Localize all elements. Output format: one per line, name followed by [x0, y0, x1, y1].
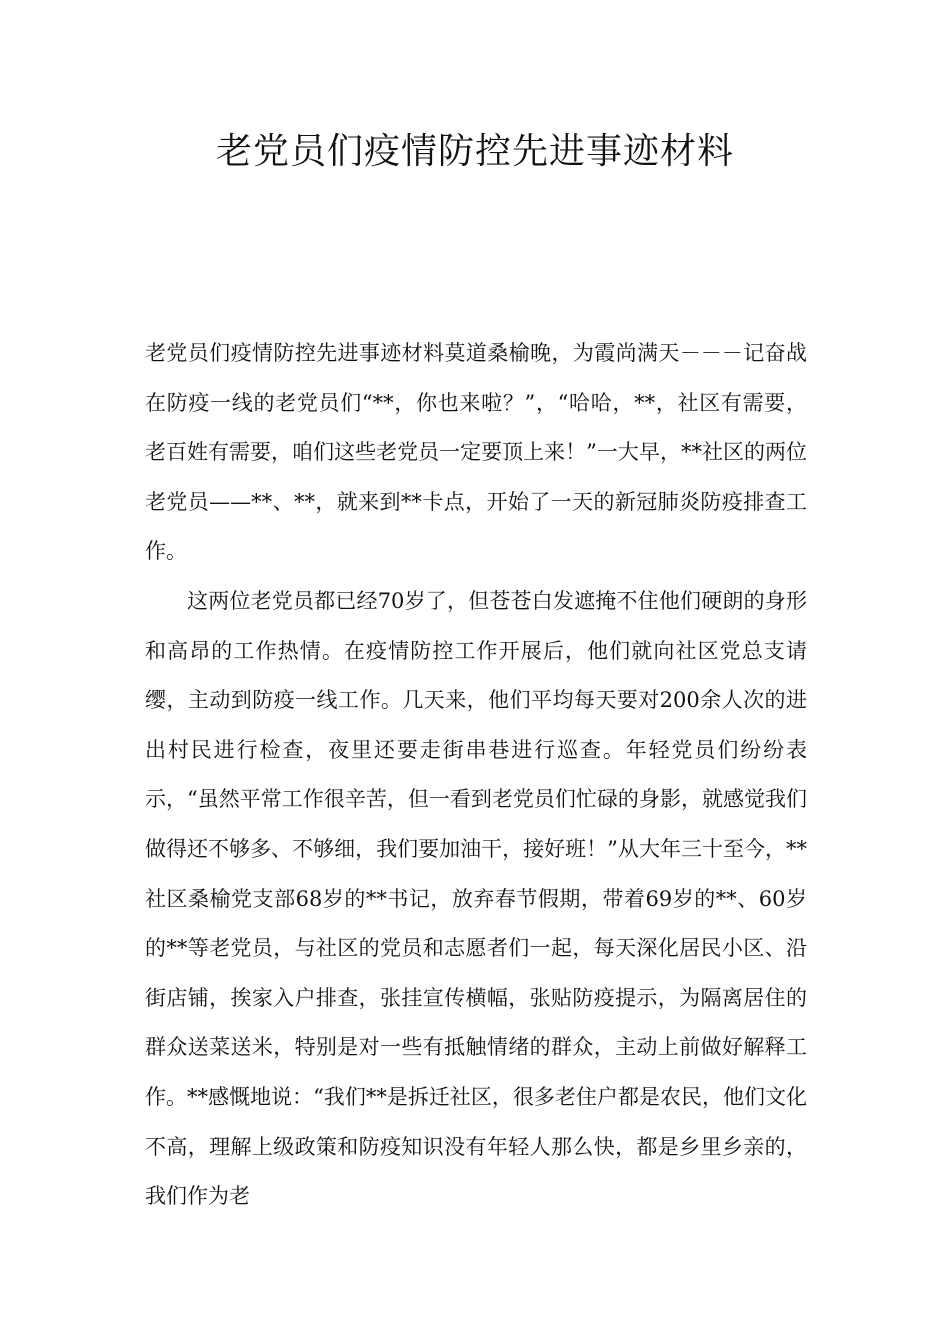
document-title: 老党员们疫情防控先进事迹材料 — [215, 131, 734, 172]
paragraph-main: 这两位老党员都已经70岁了，但苍苍白发遮掩不住他们硬朗的身形和高昂的工作热情。在疫情防控工作开展后，他们就向社区党总支请缨，主动到防疫一线工作。几天来，他们平均每天要对200余人次的进出村民进行检查，夜里还要走街串巷进行巡查。年轻党员们纷纷表示，“虽然平常工作很辛苦，但一看到老党员们忙碌的身影，就感觉我们做得还不够多、不够细，我们要加油干，接好班！”从大年三十至今，**社区桑榆党支部68岁的**书记，放弃春节假期，带着69岁的**、60岁的**等老党员，与社区的党员和志愿者们一起，每天深化居民小区、沿街店铺，挨家入户排查，张挂宣传横幅，张贴防疫提示，为隔离居住的群众送菜送米，特别是对一些有抵触情绪的群众，主动上前做好解释工作。**感慨地说：“我们**是拆迁社区，很多老住户都是农民，他们文化不高，理解上级政策和防疫知识没有年轻人那么快，都是乡里乡亲的，我们作为老 — [145, 588, 807, 1209]
paragraph-intro: 老党员们疫情防控先进事迹材料莫道桑榆晚，为霞尚满天－－－记奋战在防疫一线的老党员们“**，你也来啦？”，“哈哈，**，社区有需要，老百姓有需要，咱们这些老党员一定要顶上来！”一大早，**社区的两位老党员——**、**，就来到**卡点，开始了一天的新冠肺炎防疫排查工作。 — [145, 341, 807, 564]
document-body — [145, 329, 807, 1222]
